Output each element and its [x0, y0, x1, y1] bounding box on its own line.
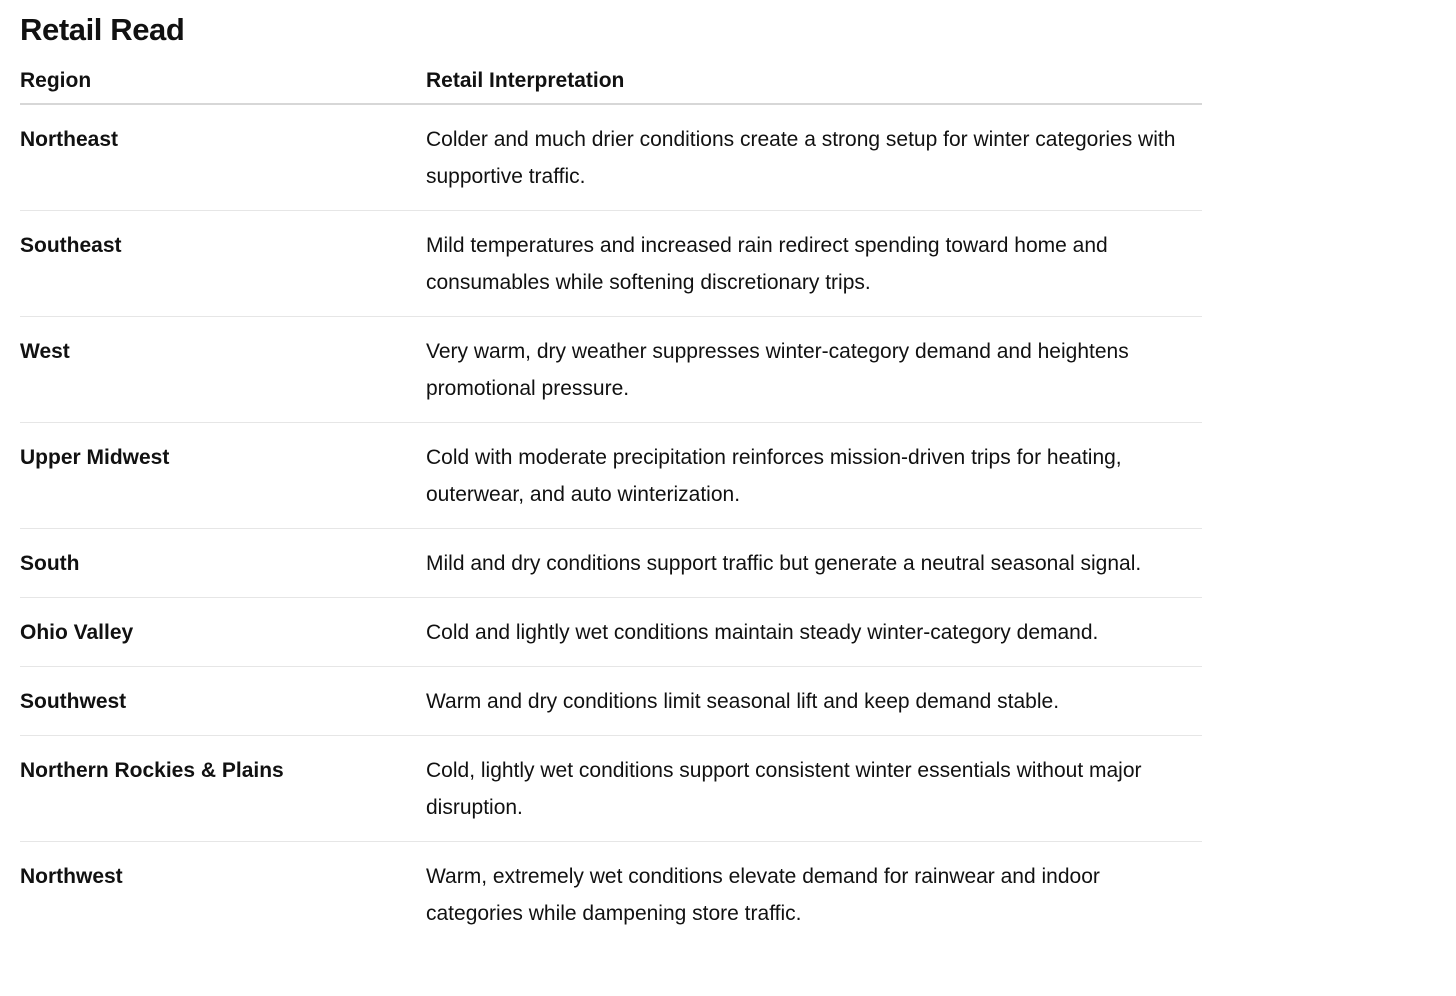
region-cell: Northern Rockies & Plains — [20, 736, 426, 842]
table-row — [20, 104, 1202, 211]
interpretation-cell: Warm and dry conditions limit seasonal lift and keep demand stable. — [426, 667, 1202, 736]
interpretation-cell: Cold with moderate precipitation reinforces mission-driven trips for heating, outerwear, and auto winterization. — [426, 423, 1202, 529]
page-title: Retail Read — [20, 12, 185, 47]
column-header-region: Region — [20, 62, 426, 104]
retail-read-table — [20, 62, 1202, 947]
interpretation-cell: Very warm, dry weather suppresses winter-category demand and heightens promotional pressure. — [426, 317, 1202, 423]
interpretation-cell: Cold, lightly wet conditions support consistent winter essentials without major disruption. — [426, 736, 1202, 842]
region-cell: Southwest — [20, 667, 426, 736]
interpretation-cell: Cold and lightly wet conditions maintain steady winter-category demand. — [426, 598, 1202, 667]
table-row — [20, 529, 1202, 598]
table-header-row — [20, 62, 1202, 104]
region-cell: Southeast — [20, 211, 426, 317]
region-cell: Ohio Valley — [20, 598, 426, 667]
interpretation-cell: Mild temperatures and increased rain redirect spending toward home and consumables while softening discretionary trips. — [426, 211, 1202, 317]
table-row — [20, 736, 1202, 842]
interpretation-cell: Warm, extremely wet conditions elevate demand for rainwear and indoor categories while dampening store traffic. — [426, 865, 1100, 925]
column-header-interpretation: Retail Interpretation — [426, 62, 1202, 104]
region-cell: Northeast — [20, 104, 426, 211]
table-row — [20, 423, 1202, 529]
table-row — [20, 211, 1202, 317]
interpretation-cell: Mild and dry conditions support traffic but generate a neutral seasonal signal. — [426, 529, 1202, 598]
table-row — [20, 842, 1202, 948]
interpretation-cell: Colder and much drier conditions create a strong setup for winter categories with supportive traffic. — [426, 104, 1202, 211]
table-row — [20, 317, 1202, 423]
region-cell: South — [20, 529, 426, 598]
table-row — [20, 667, 1202, 736]
region-cell: Upper Midwest — [20, 423, 426, 529]
region-cell: Northwest — [20, 865, 123, 888]
table-row — [20, 598, 1202, 667]
region-cell: West — [20, 317, 426, 423]
